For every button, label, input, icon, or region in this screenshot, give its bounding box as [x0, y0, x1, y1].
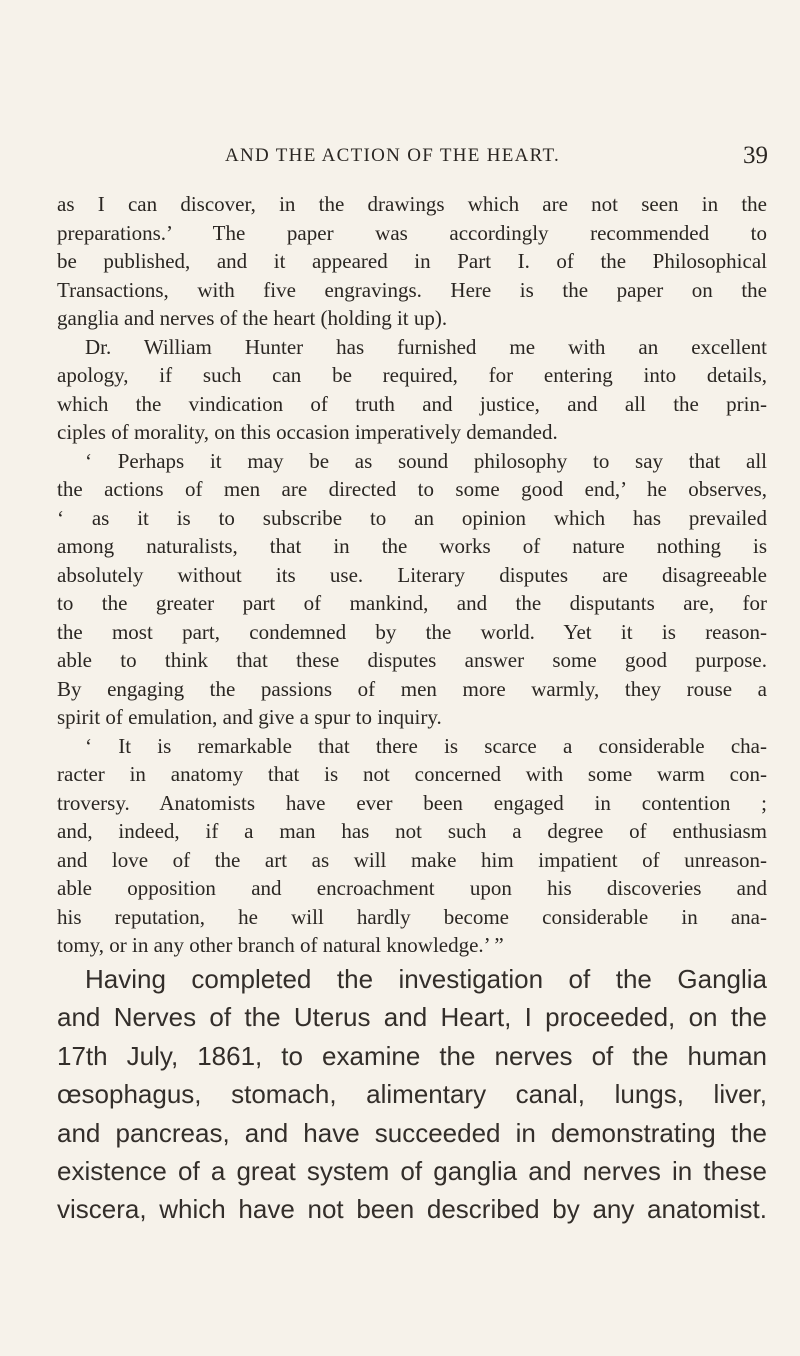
text-line: tomy, or in any other branch of natural knowledge.’ ”: [57, 933, 504, 957]
running-title: AND THE ACTION OF THE HEART.: [225, 145, 561, 166]
text-line: ‘ It is remarkable that there is scarce a considerable cha-: [85, 733, 767, 758]
text-line: able opposition and encroachment upon his discoveries and: [57, 876, 767, 900]
text-line: viscera, which have not been described by any anatomist.: [57, 1194, 767, 1225]
text-line: the actions of men are directed to some good end,’ he observes,: [57, 477, 767, 501]
text-line: ‘ as it is to subscribe to an opinion which has prevailed: [57, 505, 767, 530]
text-line: among naturalists, that in the works of nature nothing is: [57, 534, 767, 558]
text-line: be published, and it appeared in Part I. of the Philosophical: [57, 249, 767, 273]
text-line: ciples of morality, on this occasion imperatively demanded.: [57, 420, 558, 444]
running-head: [0, 142, 800, 175]
text-line: Transactions, with five engravings. Here is the paper on the: [57, 277, 767, 302]
text-line: œsophagus, stomach, alimentary canal, lungs, liver,: [57, 1079, 767, 1110]
text-line: 17th July, 1861, to examine the nerves of the human: [57, 1040, 767, 1071]
text-line: troversy. Anatomists have ever been engaged in contention ;: [57, 790, 767, 815]
quoted-text-block: [57, 190, 767, 960]
text-line: preparations.’ The paper was accordingly recommended to: [57, 220, 767, 245]
text-line: spirit of emulation, and give a spur to inquiry.: [57, 705, 442, 729]
text-line: as I can discover, in the drawings which are not seen in the: [57, 192, 767, 216]
text-line: and, indeed, if a man has not such a degree of enthusiasm: [57, 819, 767, 843]
text-line: and pancreas, and have succeeded in demonstrating the: [57, 1117, 767, 1148]
text-line: ‘ Perhaps it may be as sound philosophy to say that all: [85, 448, 767, 473]
text-line: By engaging the passions of men more warmly, they rouse a: [57, 676, 767, 701]
page-number: 39: [743, 142, 768, 169]
text-line: the most part, condemned by the world. Yet it is reason-: [57, 619, 767, 644]
text-line: and Nerves of the Uterus and Heart, I proceeded, on the: [57, 1002, 767, 1033]
text-line: and love of the art as will make him impatient of unreason-: [57, 847, 767, 872]
text-line: which the vindication of truth and justice, and all the prin-: [57, 391, 767, 416]
text-line: his reputation, he will hardly become considerable in ana-: [57, 904, 767, 929]
text-line: apology, if such can be required, for entering into details,: [57, 363, 767, 387]
text-line: racter in anatomy that is not concerned with some warm con-: [57, 762, 767, 786]
text-line: to the greater part of mankind, and the disputants are, for: [57, 591, 767, 615]
text-line: existence of a great system of ganglia and nerves in these: [57, 1155, 767, 1186]
text-line: able to think that these disputes answer some good purpose.: [57, 648, 767, 672]
text-line: Having completed the investigation of the Ganglia: [85, 964, 767, 994]
narrative-text-block: [57, 960, 767, 1229]
text-line: absolutely without its use. Literary disputes are disagreeable: [57, 562, 767, 587]
text-line: Dr. William Hunter has furnished me with an excellent: [85, 334, 767, 359]
text-line: ganglia and nerves of the heart (holding it up).: [57, 306, 448, 330]
